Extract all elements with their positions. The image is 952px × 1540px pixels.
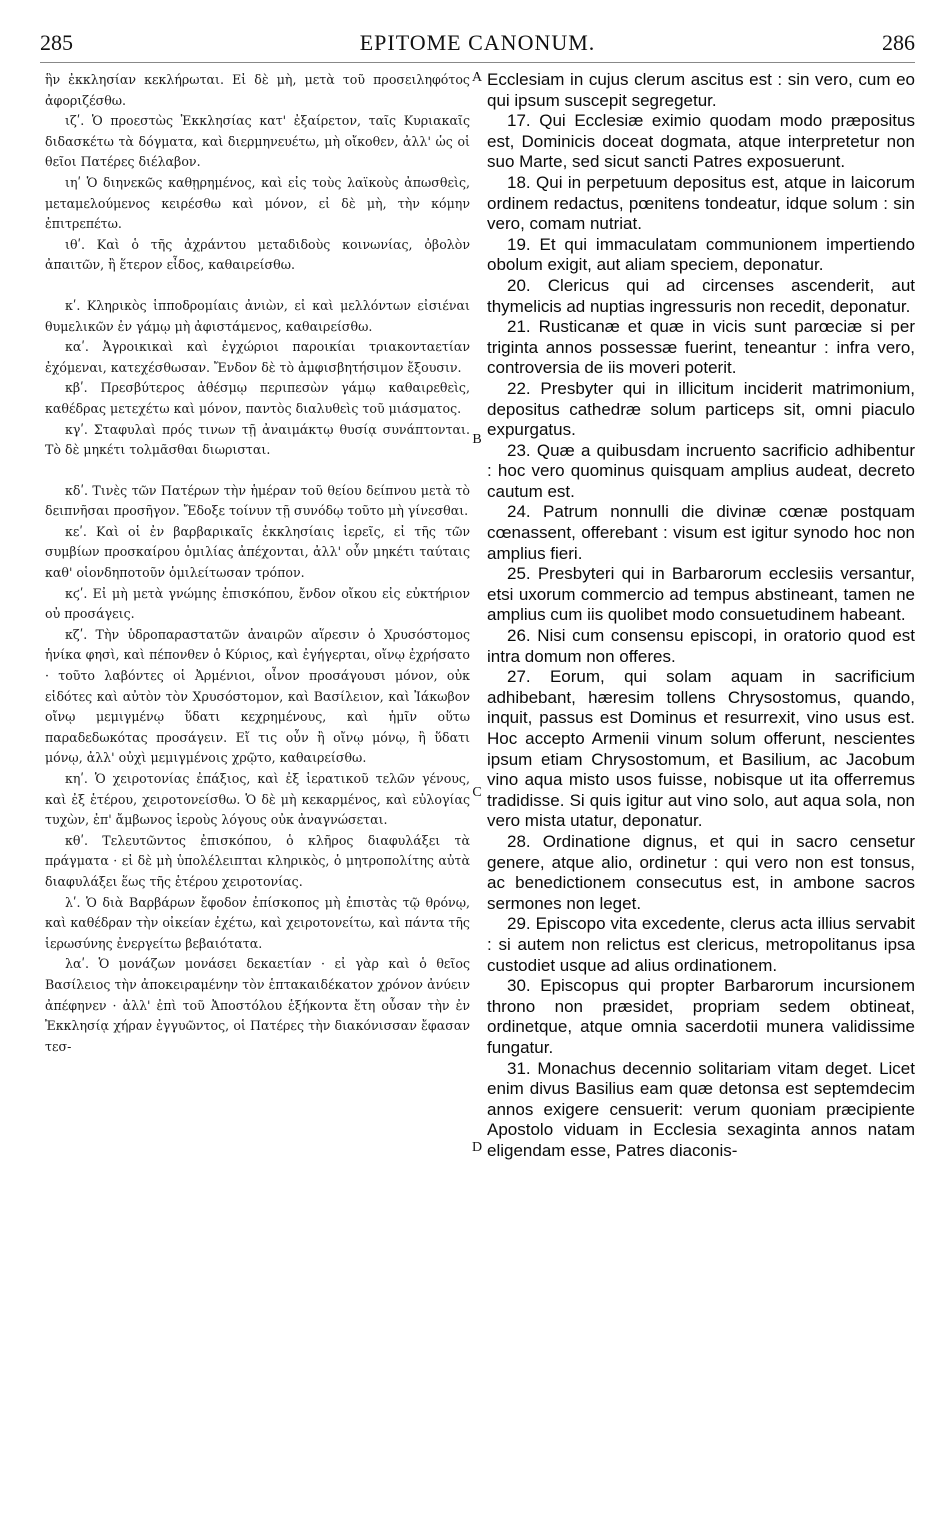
latin-column [487, 70, 915, 1161]
greek-canon-24: κδʹ. Τινὲς τῶν Πατέρων τὴν ἡμέραν τοῦ θείου δείπνου μετὰ τὸ δειπνῆσαι προσῆγον. Ἔδοξε τοίνυν τῇ συνόδῳ τοῦτο μὴ γίνεσθαι. [45, 482, 470, 519]
page-number-left: 285 [40, 30, 73, 55]
greek-canon-22: κβʹ. Πρεσβύτερος ἀθέσμῳ περιπεσὼν γάμῳ καθαιρεθεὶς, καθέδρας μετεχέτω καὶ μόνον, παντὸς διαλυθεὶς τοῦ μιάσματος. [45, 380, 470, 416]
latin-canon-21: 21. Rusticanæ et quæ in vicis sunt parœciæ si per triginta annos possessæ fuerint, teneantur : infra vero, controversia de iis moveri poterit. [487, 317, 915, 378]
latin-canon-18: 18. Qui in perpetuum depositus est, atque in laicorum ordinem redactus, pœnitens tondeatur, idque solum : sin vero, comam nutriat. [487, 172, 915, 234]
latin-canon-27: 27. Eorum, qui solam aquam in sacrificium adhibebant, hæresim tollens Chrysostomus, quando, inquit, passus est Dominus et resurrexit, vino usus est. Hoc accepto Armenii vinum solum offerunt, nescientes ipsum etiam Chrysostomum, et Basilium, ac Jacobum vino aqua misto usos fuisse, nobisque ut ita offerremus tradidisse. Si quis igitur aut vino solo, aut aqua sola, non vero mista utatur, deponatur. [487, 667, 915, 831]
greek-canon-17: ιζʹ. Ὁ προεστὼς Ἐκκλησίας κατ' ἐξαίρετον, ταῖς Κυριακαῖς διδασκέτω τὰ δόγματα, καὶ διερμηνευέτω, μὴ οἴκοθεν, ἀλλ' ὡς οἱ θεῖοι Πατέρες διέλαβον. [45, 113, 470, 170]
latin-canon-26: 26. Nisi cum consensu episcopi, in oratorio quod est intra domum non offeres. [487, 626, 915, 666]
header-rule [40, 62, 915, 63]
margin-marker-c: C [472, 785, 482, 800]
latin-canon-22: 22. Presbyter qui in illicitum inciderit matrimonium, depositus cathedræ solum particeps sit, omni piaculo expurgatus. [487, 378, 915, 440]
latin-canon-29: 29. Episcopo vita excedente, clerus acta illius servabit : si autem non relictus est clericus, metropolitanus ipsa custodiet usque ad alius ordinationem. [487, 914, 915, 975]
greek-canon-20: κʹ. Κληρικὸς ἱπποδρομίαις ἀνιὼν, εἰ καὶ μελλόντων εἰσιέναι θυμελικῶν ἐν γάμῳ μὴ ἀφιστάμενος, καθαιρείσθω. [45, 297, 470, 334]
latin-canon-24: 24. Patrum nonnulli die divinæ cœnæ postquam cœnassent, offerebant : visum est igitur synodo hoc non amplius fieri. [487, 502, 915, 563]
greek-canon-23: κγʹ. Σταφυλαὶ πρός τινων τῇ ἀναιμάκτῳ θυσίᾳ συνάπτονται. Τὸ δὲ μηκέτι τολμᾶσθαι διωρισται. [45, 421, 470, 458]
greek-canon-19: ιθʹ. Καὶ ὁ τῆς ἀχράντου μεταδιδοὺς κοινωνίας, ὀβολὸν ἀπαιτῶν, ἢ ἕτερον εἶδος, καθαιρείσθω. [45, 236, 470, 273]
latin-canon-31: 31. Monachus decennio solitariam vitam deget. Licet enim divus Basilius eam quæ detonsa est septemdecim annos exigere censuerit: verum quoniam præcipiente Apostolo viduam in Ecclesia sexaginta annos natam eligendam esse, Patres diaconis- [487, 1058, 915, 1160]
greek-canon-28: κηʹ. Ὁ χειροτονίας ἐπάξιος, καὶ ἐξ ἱερατικοῦ τελῶν γένους, καὶ ἐξ ἑτέρου, χειροτονείσθω. Ὁ δὲ μὴ κεκαρμένος, καὶ εὐλογίας τυχὼν, ἐπ' ἄμβωνος ἱεροὺς λόγους οὐκ ἀναγνώσεται. [45, 771, 470, 828]
greek-canon-31: λαʹ. Ὁ μονάζων μονάσει δεκαετίαν · εἰ γὰρ καὶ ὁ θεῖος Βασίλειος τὴν ἀποκειραμένην τὸν ἑπτακαιδέκατον χρόνον ἀνύειν ἀπέφηνεν · ἀλλ' ἐπὶ τοῦ Ἀποστόλου ἑξήκοντα ἔτη οὖσαν τὴν ἐν Ἐκκλησίᾳ χήραν ἐγγυῶντος, οἱ Πατέρες τὴν διακόνισσαν ἔφασαν τεσ- [45, 956, 470, 1054]
margin-marker-d: D [471, 1140, 483, 1155]
greek-canon-18: ιηʹ Ὁ διηνεκῶς καθῃρημένος, καὶ εἰς τοὺς λαϊκοὺς ἀπωσθεὶς, μεταμελούμενος κειρέσθω καὶ μόνον, εἰ δὲ μὴ, τὴν κόμην ἐπιτρεπέτω. [45, 174, 470, 232]
latin-paragraph: Ecclesiam in cujus clerum ascitus est : sin vero, cum eo qui ipsum suscepit segregetur. [487, 70, 915, 110]
margin-marker-b: B [472, 432, 482, 447]
margin-marker-a: A [471, 70, 483, 85]
latin-canon-30: 30. Episcopus qui propter Barbarorum incursionem throno non præsidet, propriam sedem obtineat, ordinetque, atque omnia sacerdotii munera validissime fungatur. [487, 976, 915, 1057]
greek-column [45, 70, 470, 1057]
latin-canon-25: 25. Presbyteri qui in Barbarorum ecclesiis versantur, etsi uxorum commercio ad tempus abstineant, tamen ne amplius cum iis quolibet modo consuetudinem habeant. [487, 564, 915, 625]
latin-canon-28: 28. Ordinatione dignus, et qui in sacro censetur genere, atque alio, ordinetur : qui vero non est tonsus, ac benedictionem consecutus est, in ambone sacros sermones non leget. [487, 831, 915, 913]
greek-canon-30: λʹ. Ὁ διὰ Βαρβάρων ἔφοδον ἐπίσκοπος μὴ ἐπιστὰς τῷ θρόνῳ, καὶ καθέδραν τὴν οἰκείαν ἐχέτω, καὶ χειροτονείτω, καὶ πάντα τῆς ἱερωσύνης ἐνεργείτω βεβαιότατα. [45, 894, 470, 951]
greek-canon-29: κθʹ. Τελευτῶντος ἐπισκόπου, ὁ κλῆρος διαφυλάξει τὰ πράγματα · εἰ δὲ μὴ ὑπολέλειπται κληρικὸς, ὁ μητροπολίτης αὐτὰ διαφυλάξει ἕως τῆς ἑτέρου χειροτονίας. [45, 832, 470, 889]
page-header [40, 30, 915, 58]
greek-paragraph: ἣν ἐκκλησίαν κεκλήρωται. Εἰ δὲ μὴ, μετὰ τοῦ προσειληφότος ἀφοριζέσθω. [45, 72, 470, 108]
greek-canon-26: κϛʹ. Εἰ μὴ μετὰ γνώμης ἐπισκόπου, ἔνδον οἴκου εἰς εὐκτήριον οὐ προσάγεις. [45, 585, 470, 622]
latin-canon-17: 17. Qui Ecclesiæ eximio quodam modo præpositus est, Dominicis doceat dogmata, atque interpretetur non suo Marte, sed sicut sancti Patres exposuerunt. [487, 111, 915, 172]
latin-canon-23: 23. Quæ a quibusdam incruento sacrificio adhibentur : hoc vero quominus quisquam amplius audeat, decreto cautum est. [487, 440, 915, 501]
greek-canon-21: καʹ. Ἀγροικικαὶ καὶ ἐγχώριοι παροικίαι τριακονταετίαν ἐχόμεναι, κατεχέσθωσαν. Ἔνδον δὲ τὸ ἀμφισβητήσιμον ἔξουσιν. [45, 339, 470, 375]
latin-canon-19: 19. Et qui immaculatam communionem impertiendo obolum exigit, aut aliam speciem, deponatur. [487, 234, 915, 275]
running-title: EPITOME CANONUM. [359, 30, 596, 55]
latin-canon-20: 20. Clericus qui ad circenses ascenderit, aut thymelicis ad nuptias ingressuris non recedit, deponatur. [487, 275, 915, 316]
greek-canon-27: κζʹ. Τὴν ὑδροπαραστατῶν ἀναιρῶν αἵρεσιν ὁ Χρυσόστομος ἡνίκα φησὶ, καὶ πέπονθεν ὁ Κύριος, καὶ ἐγήγερται, οἴνῳ ἐχρήσατο · τοῦτο λαβόντες οἱ Ἀρμένιοι, οἶνον προσάγουσι μόνον, οὐκ εἰδότες καὶ αὐτὸν τὸν Χρυσόστομον, καὶ Βασίλειον, καὶ Ἰάκωβον οἴνῳ μεμιγμένῳ ὕδατι κεχρημένους, καὶ ἡμῖν οὕτω παραδεδωκότας προσάγειν. Εἴ τις οὖν ἢ οἴνῳ μόνῳ, ἢ ὕδατι μόνῳ, ἀλλ' οὐχὶ μεμιγμένοις χρῷτο, καθαιρείσθω. [45, 626, 470, 766]
greek-canon-25: κεʹ. Καὶ οἱ ἐν βαρβαρικαῖς ἐκκλησίαις ἱερεῖς, εἰ τῆς τῶν συμβίων προσκαίρου ὁμιλίας ἀπέχονται, ἀλλ' οὖν μηκέτι ταύταις καθ' οἱονδηποτοῦν ὁμιλείτωσαν τρόπον. [45, 523, 470, 581]
page-number-right: 286 [882, 30, 915, 55]
